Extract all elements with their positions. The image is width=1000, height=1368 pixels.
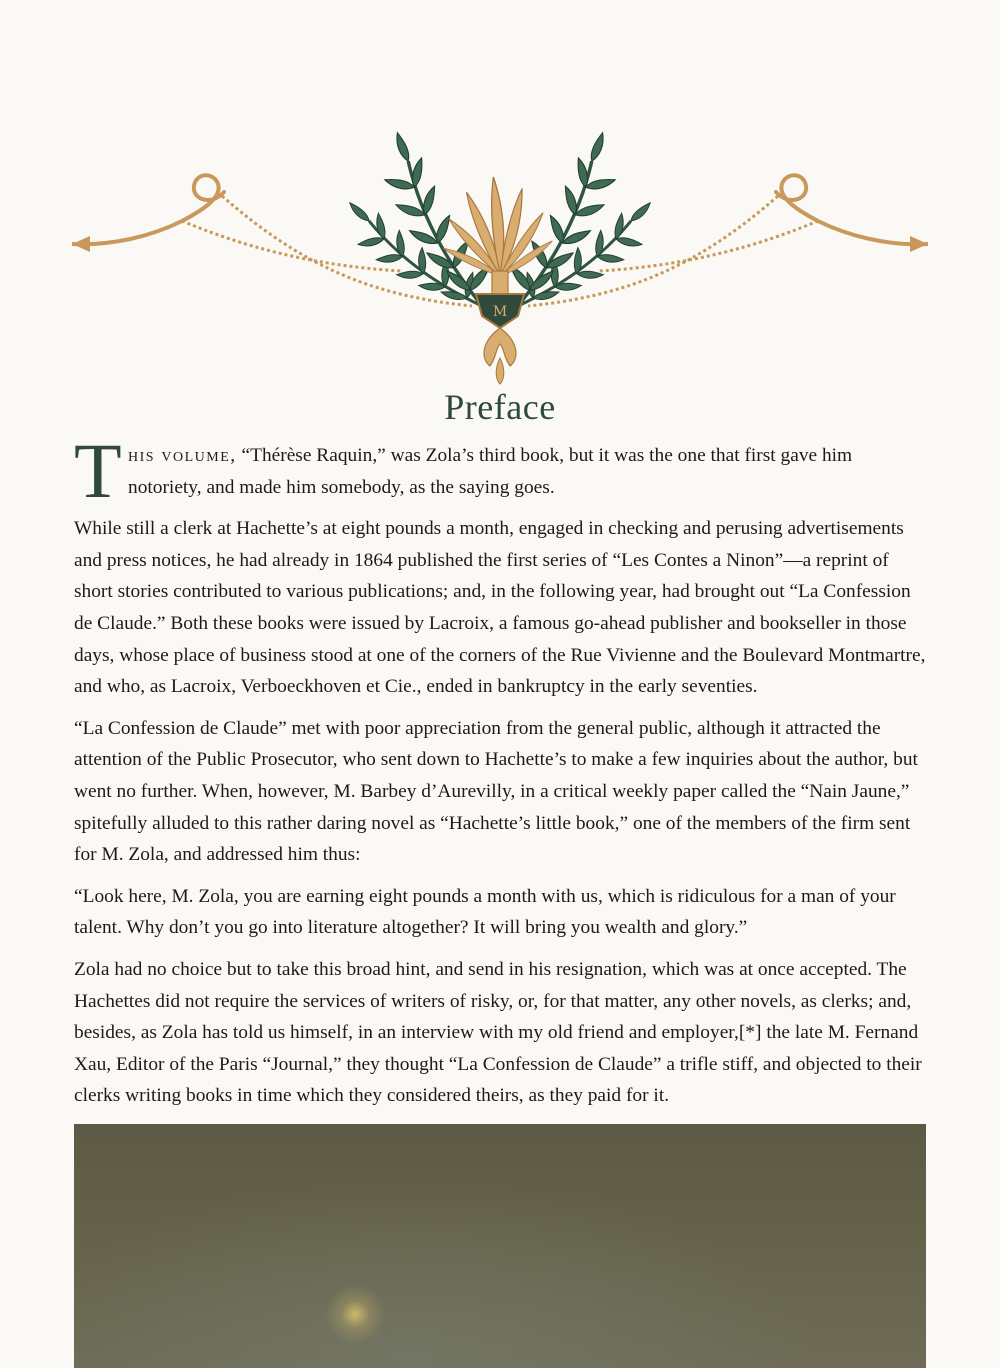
paragraph-2: While still a clerk at Hachette’s at eight pounds a month, engaged in checking and perusing advertisements and press notices, he had already in 1864 published the first series of “Les Contes a Ninon”—a reprint of short stories contributed to various publications; and, in the following year, had brought out “La Confession de Claude.” Both these books were issued by Lacroix, a famous go-ahead publisher and bookseller in those days, whose place of business stood at one of the corners of the Rue Vivienne and the Boulevard Montmartre, and who, as Lacroix, Verboeckhoven et Cie., ended in bankruptcy in the early seventies.: [74, 518, 926, 698]
paragraph-1: [74, 427, 930, 514]
paragraph-1-text: “Thérèse Raquin,” was Zola’s third book, but it was the one that first gave him notoriety, and made him somebody, as the saying goes.: [128, 445, 853, 498]
small-caps-lead: his volume,: [128, 445, 237, 466]
paragraph-5-text-b: the late M. Fernand Xau, Editor of the Paris “Journal,” they thought “La Confession de Claude” a trifle stiff, and objected to their clerks writing books in time which they considered theirs, as they paid for it.: [74, 1022, 922, 1107]
header-ornament-icon: [72, 96, 928, 386]
paragraph-4: “Look here, M. Zola, you are earning eight pounds a month with us, which is ridiculous for a man of your talent. Why don’t you go into literature altogether? It will bring you wealth and glory.”: [74, 885, 896, 939]
paragraph-3: “La Confession de Claude” met with poor appreciation from the general public, although it attracted the attention of the Public Prosecutor, who sent down to Hachette’s to make a few inquiries about the author, but went no further. When, however, M. Barbey d’Aurevilly, in a critical weekly paper called the “Nain Jaune,” spitefully alluded to this rather daring novel as “Hachette’s little book,” one of the members of the firm sent for M. Zola, and addressed him thus:: [74, 717, 918, 866]
chapter-title: Preface: [444, 387, 556, 427]
paragraph-5-text-a: Zola had no choice but to take this broad hint, and send in his resignation, which was at once accepted. The Hachettes did not require the services of writers of risky, or, for that matter, any other novels, as clerks; and, besides, as Zola has told us himself, in an interview with my old friend and employer,: [74, 958, 912, 1044]
moonlit-painting-image: [74, 1124, 926, 1368]
chapter-body: [74, 427, 930, 1122]
drop-cap: T: [74, 427, 122, 514]
svg-text:M: M: [492, 304, 508, 320]
paragraph-5: [74, 954, 930, 1112]
footnote-link[interactable]: [*]: [738, 1022, 762, 1044]
